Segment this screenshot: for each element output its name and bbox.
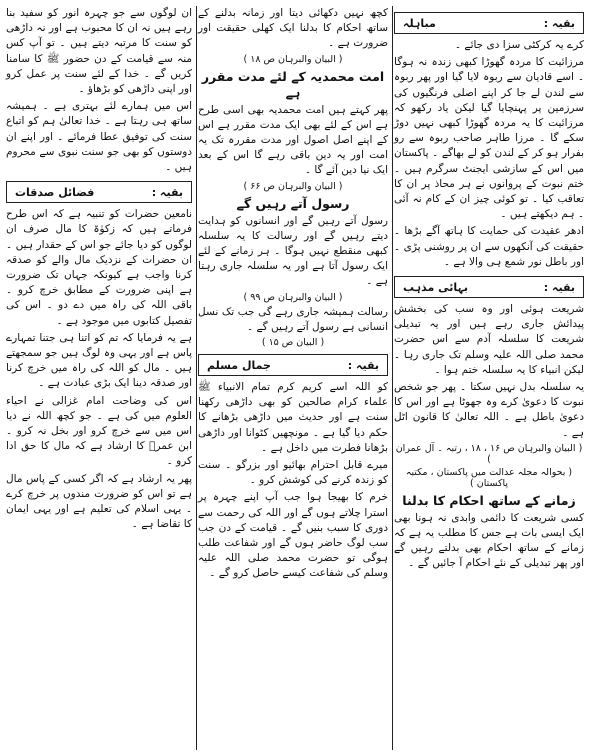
section-header-mubahila: [394, 12, 584, 34]
section-prefix: بقیہ :: [347, 358, 379, 372]
section-header-jamal-muslim: [198, 354, 388, 376]
subheading: زمانے کے ساتھ احکام کا بدلنا: [402, 492, 576, 508]
section-title: مباہلہ: [403, 16, 436, 30]
paragraph: کچھ نہیں دکھائی دیتا اور زمانہ بدلنے کے ساتھ احکام کا بدلنا ایک کھلی حقیقت اور ضرورت ہے ۔: [198, 7, 388, 50]
paragraph: نامعین حضرات کو تنبیہ ہے کہ اس طرح فرماتے ہیں کہ زکوٰۃ کا مال صرف ان لوگوں کو دیا جائے جو اس کے حقدار ہیں ۔ ان حضرات کے نزدیک مال والے کو صدقہ کرنا واجب ہے کیونکہ جہاں تک ضرورت ہے اپنی ضرورت کے مطابق خرچ کرو ۔ باقی اللہ کی راہ میں دے دو ۔ اس کی تفصیل کتابوں میں موجود ہے ۔: [6, 208, 192, 327]
paragraph: یہ سلسلہ بدل نہیں سکتا ۔ پھر جو شخص نبوت کا دعویٰ کرے وہ جھوٹا ہے اور اس کا دعویٰ باطل ہے ۔ اللہ تعالیٰ کا قانون اٹل ہے ۔: [394, 381, 584, 439]
paragraph: کرے یہ کرکٹی سزا دی جائے ۔: [454, 39, 584, 51]
section-header-fazail-sadqat: [6, 181, 192, 203]
section-title: جمال مسلم: [207, 358, 271, 372]
paragraph: رسول آتے رہیں گے اور انسانوں کو ہدایت دیتے رہیں گے اور رسالت کا یہ سلسلہ کبھی منقطع نہیں ہوگا ۔ ہر زمانے کے لئے ایک رسول آتا ہے اور یہ سلسلہ جاری رہتا ہے ۔: [198, 214, 388, 288]
paragraph: ان لوگوں سے جو چہرہ انور کو سفید بنا رہے ہیں نہ ان کا محبوب ہے اور نہ داڑھی کو سنت کا مرتبہ دیتے ہیں ۔ تو آپ کس منہ سے قیامت کے دن حضور ﷺ کا سامنا کریں گے ۔ خدا کے لئے سنت پر عمل کرو اور اپنی داڑھی کو بڑھاؤ ۔: [6, 7, 192, 96]
paragraph: اس میں ہمارے لئے بہتری ہے ۔ ہمیشہ ساتھ ہی رہتا ہے ۔ خدا تعالیٰ ہم کو اتباع سنت کی توفیق عطا فرمائے ۔ اور اپنے ان دوستوں کو بھی جو سنت نبوی سے محروم ہیں ۔: [6, 100, 192, 174]
paragraph: شریعت ہوئی اور وہ سب کی بخشش پیدائش جاری رہے ہیں اور یہ تبدیلی شریعت کا سلسلہ آدم سے اس حضرت محمد صلی اللہ علیہ وسلم تک جاری رہا ۔ لیکن انبیاء کا یہ سلسلہ ختم ہوا ۔: [394, 303, 584, 376]
reference: ( البیان والبرہان ص ۶۶ ): [243, 180, 343, 192]
paragraph: خرم کا بھیجا ہوا جب آپ اپنے چہرہ پر استرا چلاتے ہوں گے اور اللہ کی رحمت سے دوری کا سبب بنیں گے ۔ قیامت کے دن جب سب لوگ حاضر ہوں گے اور شفاعت طلب ہوگی تو حضرت محمد صلی اللہ علیہ وسلم کی شفاعت کیسے حاصل کرو گے ۔: [198, 491, 388, 580]
paragraph: کو اللہ اسے کریم کرم تمام الانبیاء ﷺ علماء کرام صالحین کو بھی داڑھی رکھنا سنت ہے اور حدیث میں داڑھی بڑھانے کا حکم دیا گیا ہے ۔ مونچھیں کٹوانا اور داڑھی بڑھانا فطرت میں داخل ہے ۔: [198, 381, 388, 454]
paragraph: پھر کہتے ہیں امت محمدیہ بھی اسی طرح ہے اس کے لئے بھی ایک مدت مقرر ہے اس کے اپنے اصل اصول اور مدت مقررہ تک یہ امت اور یہ دین باقی رہے گا اس کے بعد ایک نیا دین آئے گا ۔: [198, 103, 388, 177]
paragraph: ہے یہ فرمایا کہ تم کو اتنا ہی جتنا تمہارے پاس ہے اور یہی وہ لوگ ہیں جو سمجھتے ہیں ۔ مال کو اللہ کی راہ میں خرچ کرنا اور صدقہ دینا ایک بڑی عبادت ہے ۔: [6, 331, 192, 390]
reference: ( بحوالہ مجلہ عدالت میں پاکستان ، مکتبہ پاکستان ): [405, 466, 573, 489]
paragraph: کسی شریعت کا دائمی وابدی نہ ہونا بھی ایک ایسی بات ہے جس کا مطلب یہ ہے کہ زمانے کے ساتھ احکام بھی بدلتے رہیں گے اور پھر تبدیلی کے نئے احکام آ جائیں گے ۔: [394, 511, 584, 570]
section-prefix: بقیہ :: [543, 280, 575, 294]
reference: ( البیان ص ۱۵ ): [261, 337, 325, 349]
reference: ( البیان والبرہان ص ۱۶ ، ۱۸ ، رتبہ ۔ آل عمران ): [395, 442, 583, 465]
reference: ( البیان والبرہان ص ۹۹ ): [243, 291, 343, 303]
section-title: بہائی مذہب: [403, 280, 469, 294]
column-divider: [196, 6, 197, 750]
paragraph: میرے قابل احترام بھائیو اور بزرگو ۔ سنت کو زندہ کرنے کی کوشش کرو ۔: [198, 459, 388, 487]
section-prefix: بقیہ :: [151, 185, 183, 199]
paragraph: اس کی وضاحت امام غزالی نے احیاء العلوم میں کی ہے ۔ جو کچھ اللہ نے دیا اس میں سے خرچ کرو اور بخل نہ کرو ۔ ابن عمرؓ کا ارشاد ہے کہ مال کا حق ادا کرو ۔: [6, 394, 192, 468]
subheading: رسول آتے رہیں گے: [236, 195, 350, 211]
right-column: [394, 6, 584, 750]
section-header-bahai: [394, 276, 584, 298]
middle-column: [198, 6, 388, 750]
left-column: [6, 6, 192, 750]
section-title: فضائل صدقات: [15, 185, 95, 199]
paragraph: ادھر عقیدت کی حمایت کا ہاتھ آگے بڑھا ۔ حقیقت کی آنکھوں سے ان پر روشنی پڑی ۔ اور باطل نور شمع ہی والا ہے ۔: [394, 225, 584, 268]
paragraph: پھر یہ ارشاد ہے کہ اگر کسی کے پاس مال ہے تو اس کو ضرورت مندوں پر خرچ کرے ۔ یہی اسلام کی تعلیم ہے اور یہی ایمان کا تقاضا ہے ۔: [6, 472, 192, 531]
section-prefix: بقیہ :: [543, 16, 575, 30]
column-divider: [392, 6, 393, 750]
reference: ( البیان والبرہان ص ۱۸ ): [243, 53, 343, 65]
subheading: امت محمدیہ کے لئے مدت مقرر ہے: [201, 68, 385, 100]
paragraph: رسالت ہمیشہ جاری رہے گی جب تک نسل انسانی ہے رسول آتے رہیں گے ۔: [198, 305, 388, 333]
paragraph: مرزائیت کا مردہ گھوڑا کبھی زندہ نہ ہوگا ۔ اسے قادیان سے ربوہ لایا گیا اور پھر ربوہ سے لندن لے جا کر اپنے اصلی فرنگیوں کی سرزمین پر پہنچایا گیا لیکن یاد رکھو کہ مرزائیت کا یہ مردہ گھوڑا کبھی نہیں دوڑ سکے گا ۔ مرزا طاہر صاحب ربوہ سے رو بفرار ہو کر کے لندن کو لے بھاگے ۔ پاکستان میں اس کے سازشی ایجنٹ سرگرم ہیں ۔ ختم نبوت کے پروانوں نے ہر محاذ پر ان کا تعاقب کیا ۔ تو کوئی چیز ان کے کام نہ آئی ۔ ہم دیکھتے ہیں ۔: [394, 56, 584, 221]
